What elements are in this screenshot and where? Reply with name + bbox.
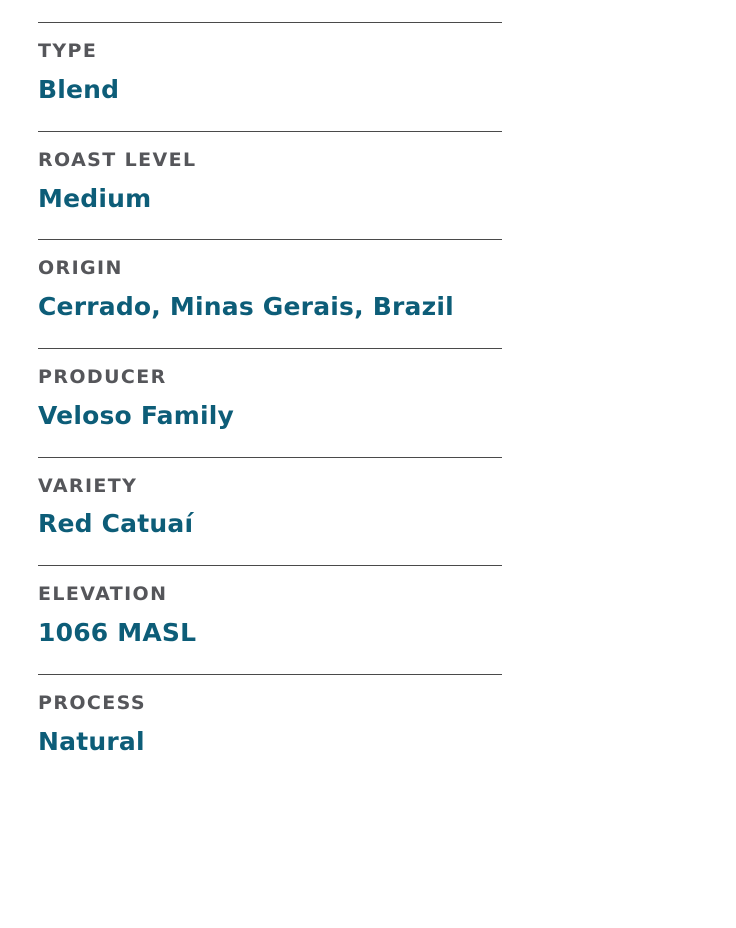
- spec-row: [38, 239, 502, 348]
- spec-row: [38, 348, 502, 457]
- spec-value-roast-level: Medium: [38, 183, 152, 213]
- spec-label-type: TYPE: [38, 40, 98, 62]
- spec-label-producer: PRODUCER: [38, 365, 167, 388]
- spec-row: [38, 22, 502, 131]
- spec-row: [38, 565, 502, 674]
- spec-row: [38, 457, 502, 566]
- spec-label-variety: VARIETY: [38, 474, 138, 497]
- spec-value-elevation: 1066 MASL: [38, 618, 197, 648]
- spec-label-process: PROCESS: [38, 691, 146, 714]
- spec-value-origin: Cerrado, Minas Gerais, Brazil: [38, 292, 454, 322]
- spec-value-producer: Veloso Family: [38, 400, 235, 430]
- spec-row: [38, 131, 502, 240]
- spec-label-origin: ORIGIN: [38, 257, 123, 280]
- coffee-spec-list: [0, 22, 502, 782]
- spec-label-roast-level: ROAST LEVEL: [38, 148, 197, 171]
- spec-value-variety: Red Catuaí: [38, 509, 194, 539]
- spec-row: [38, 674, 502, 783]
- spec-value-process: Natural: [38, 726, 145, 756]
- spec-value-type: Blend: [38, 74, 120, 104]
- spec-label-elevation: ELEVATION: [38, 583, 168, 606]
